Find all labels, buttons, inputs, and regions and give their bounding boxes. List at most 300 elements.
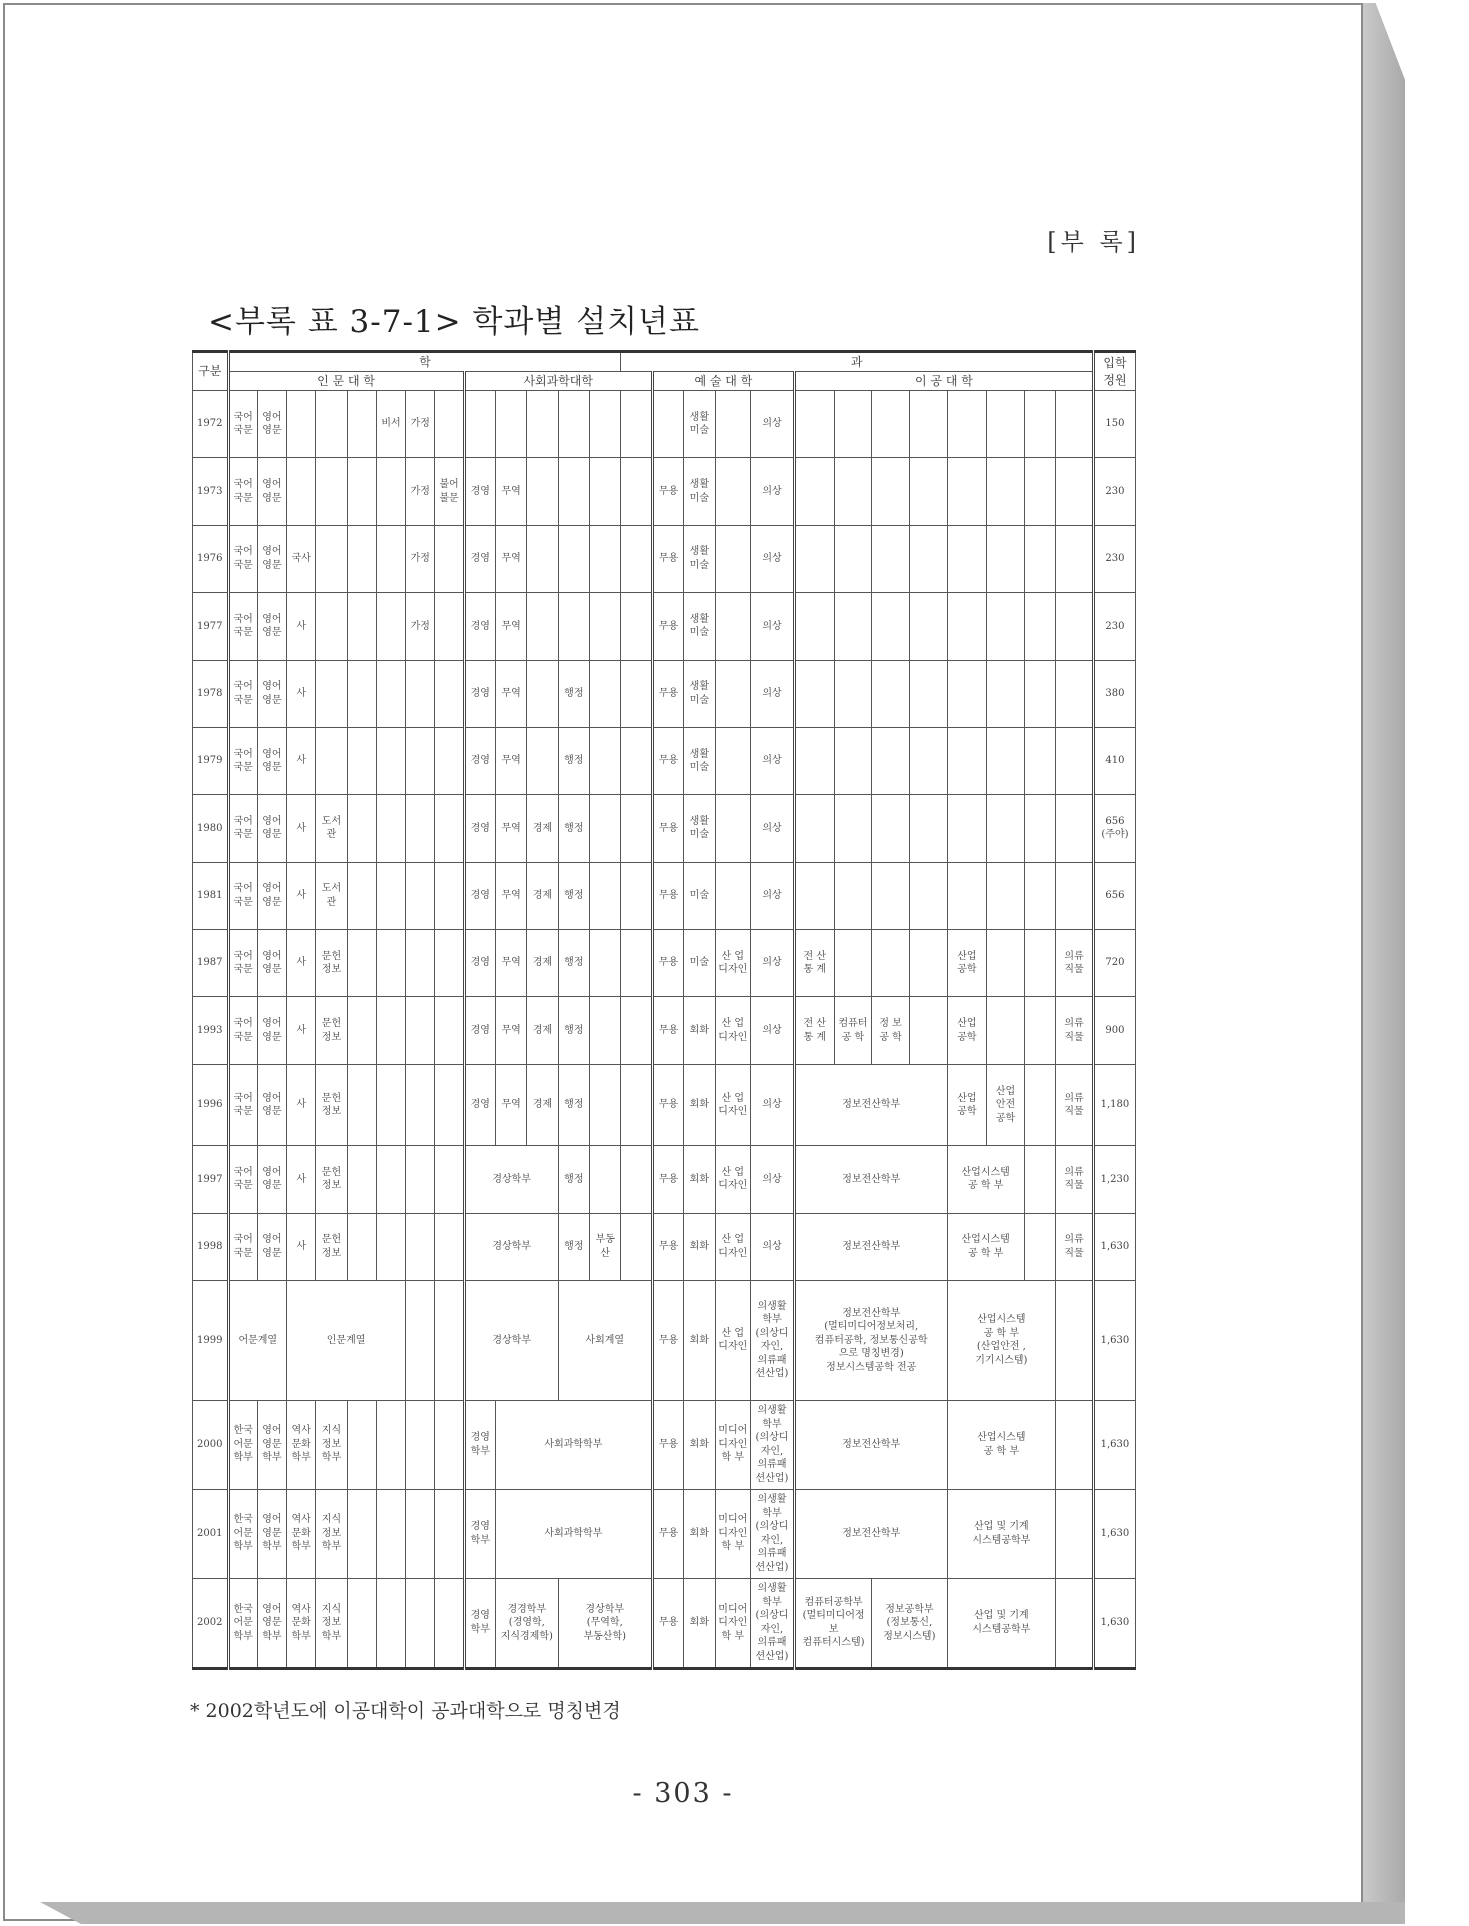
dept-cell xyxy=(347,1489,376,1578)
dept-cell xyxy=(590,795,621,862)
dept-cell: 무용 xyxy=(652,1489,683,1578)
dept-cell xyxy=(621,930,652,997)
dept-cell: 산업시스템 공 학 부 xyxy=(947,1146,1024,1213)
dept-cell xyxy=(794,525,834,592)
dept-cell: 무역 xyxy=(495,862,526,929)
dept-cell xyxy=(834,862,872,929)
dept-cell: 가정 xyxy=(406,525,435,592)
dept-cell xyxy=(794,862,834,929)
dept-cell: 회화 xyxy=(684,1213,715,1280)
dept-cell: 국사 xyxy=(287,525,316,592)
dept-cell: 산업 안전 공학 xyxy=(987,1064,1025,1146)
table-row xyxy=(193,1281,1136,1401)
dept-cell: 국어 국문 xyxy=(228,660,257,727)
dept-cell: 가정 xyxy=(406,458,435,525)
department-year-table-wrap xyxy=(192,350,1136,1670)
dept-cell: 회화 xyxy=(684,1489,715,1578)
dept-cell: 산업 공학 xyxy=(947,930,987,997)
dept-cell: 의상 xyxy=(751,795,795,862)
dept-cell xyxy=(435,660,464,727)
dept-cell: 미디어 디자인 학 부 xyxy=(715,1489,751,1578)
dept-cell: 행정 xyxy=(558,1213,589,1280)
dept-cell xyxy=(406,1213,435,1280)
col-header-quota: 입학 정원 xyxy=(1093,352,1135,391)
dept-cell: 산 업 디자인 xyxy=(715,1064,751,1146)
row-year: 1993 xyxy=(193,997,229,1064)
dept-cell xyxy=(1024,458,1055,525)
dept-cell: 문헌 정보 xyxy=(316,930,347,997)
dept-cell xyxy=(316,660,347,727)
row-quota: 230 xyxy=(1093,525,1135,592)
dept-cell xyxy=(794,727,834,794)
row-year: 1981 xyxy=(193,862,229,929)
dept-cell xyxy=(987,727,1025,794)
dept-cell: 행정 xyxy=(558,997,589,1064)
dept-cell xyxy=(376,930,405,997)
dept-cell xyxy=(947,795,987,862)
dept-cell: 무용 xyxy=(652,727,683,794)
dept-cell: 행정 xyxy=(558,795,589,862)
row-year: 1999 xyxy=(193,1281,229,1401)
dept-cell: 영어 영문 xyxy=(257,795,286,862)
college-social-science: 사회과학대학 xyxy=(464,372,652,391)
dept-cell: 가정 xyxy=(406,593,435,660)
dept-cell: 국어 국문 xyxy=(228,862,257,929)
dept-cell: 행정 xyxy=(558,862,589,929)
dept-cell xyxy=(347,1213,376,1280)
dept-cell xyxy=(527,593,558,660)
dept-cell xyxy=(1056,525,1094,592)
dept-cell: 경제 xyxy=(527,862,558,929)
dept-cell xyxy=(909,795,947,862)
dept-cell: 사 xyxy=(287,795,316,862)
college-science-engineering: 이 공 대 학 xyxy=(794,372,1093,391)
dept-cell: 정보전산학부 xyxy=(794,1400,947,1489)
dept-cell xyxy=(347,525,376,592)
dept-cell xyxy=(376,997,405,1064)
dept-cell: 인문계열 xyxy=(287,1281,406,1401)
dept-cell xyxy=(794,458,834,525)
dept-cell xyxy=(316,391,347,458)
dept-cell xyxy=(834,593,872,660)
table-row xyxy=(193,795,1136,862)
dept-cell: 사 xyxy=(287,862,316,929)
dept-cell: 사회과학학부 xyxy=(495,1400,652,1489)
row-quota: 230 xyxy=(1093,458,1135,525)
table-row xyxy=(193,727,1136,794)
dept-cell: 국어 국문 xyxy=(228,391,257,458)
dept-cell: 경경학부 (경영학, 지식경제학) xyxy=(495,1578,558,1668)
row-year: 1996 xyxy=(193,1064,229,1146)
dept-cell xyxy=(1024,660,1055,727)
dept-cell xyxy=(834,660,872,727)
dept-cell xyxy=(316,458,347,525)
dept-cell: 사회계열 xyxy=(558,1281,652,1401)
dept-cell: 의생활학부 (의상디자인, 의류패션산업) xyxy=(751,1578,795,1668)
dept-cell: 무용 xyxy=(652,1213,683,1280)
dept-cell: 역사 문화 학부 xyxy=(287,1578,316,1668)
dept-cell: 컴퓨터 공 학 xyxy=(834,997,872,1064)
dept-cell xyxy=(834,930,872,997)
dept-cell: 의상 xyxy=(751,391,795,458)
dept-cell: 영어 영문 학부 xyxy=(257,1578,286,1668)
dept-cell: 회화 xyxy=(684,1578,715,1668)
table-row xyxy=(193,1400,1136,1489)
dept-cell xyxy=(987,997,1025,1064)
dept-cell xyxy=(316,593,347,660)
dept-cell: 무용 xyxy=(652,525,683,592)
dept-cell xyxy=(376,1064,405,1146)
dept-cell xyxy=(1056,1281,1094,1401)
dept-cell: 무용 xyxy=(652,862,683,929)
dept-cell: 무역 xyxy=(495,593,526,660)
dept-cell xyxy=(558,391,589,458)
dept-cell xyxy=(347,391,376,458)
dept-cell xyxy=(1024,795,1055,862)
page-number: - 303 - xyxy=(632,1778,734,1809)
dept-cell: 국어 국문 xyxy=(228,795,257,862)
dept-cell: 영어 영문 학부 xyxy=(257,1400,286,1489)
dept-cell xyxy=(376,1146,405,1213)
row-year: 1972 xyxy=(193,391,229,458)
dept-cell: 무역 xyxy=(495,930,526,997)
dept-cell: 사 xyxy=(287,727,316,794)
dept-cell xyxy=(715,391,751,458)
dept-cell xyxy=(376,660,405,727)
dept-cell: 경영 xyxy=(464,525,495,592)
dept-cell: 경영 xyxy=(464,930,495,997)
dept-cell: 의상 xyxy=(751,593,795,660)
table-row xyxy=(193,391,1136,458)
dept-cell: 영어 영문 xyxy=(257,1064,286,1146)
dept-cell: 영어 영문 xyxy=(257,997,286,1064)
page-edge-shadow xyxy=(1363,3,1405,1921)
dept-cell xyxy=(435,1146,464,1213)
dept-cell: 산업시스템 공 학 부 xyxy=(947,1213,1024,1280)
row-quota: 1,230 xyxy=(1093,1146,1135,1213)
dept-cell: 컴퓨터공학부 (멀티미디어정보 컴퓨터시스템) xyxy=(794,1578,871,1668)
dept-cell: 영어 영문 xyxy=(257,660,286,727)
dept-cell: 경영 xyxy=(464,727,495,794)
dept-cell: 회화 xyxy=(684,997,715,1064)
dept-cell: 사 xyxy=(287,1146,316,1213)
dept-cell xyxy=(621,660,652,727)
dept-cell: 한국 어문 학부 xyxy=(228,1489,257,1578)
dept-cell xyxy=(909,458,947,525)
dept-cell: 경영 xyxy=(464,997,495,1064)
dept-cell xyxy=(1056,1489,1094,1578)
dept-cell: 경상학부 xyxy=(464,1281,558,1401)
dept-cell: 의류 직물 xyxy=(1056,997,1094,1064)
dept-cell: 의류 직물 xyxy=(1056,930,1094,997)
dept-cell xyxy=(406,930,435,997)
dept-cell: 정보공학부 (정보통신, 정보시스템) xyxy=(872,1578,947,1668)
row-quota: 720 xyxy=(1093,930,1135,997)
row-quota: 1,630 xyxy=(1093,1213,1135,1280)
dept-cell xyxy=(1056,862,1094,929)
dept-cell: 문헌 정보 xyxy=(316,1146,347,1213)
dept-cell: 산 업 디자인 xyxy=(715,1213,751,1280)
dept-cell xyxy=(347,930,376,997)
dept-cell xyxy=(794,660,834,727)
dept-cell xyxy=(872,930,910,997)
row-quota: 1,630 xyxy=(1093,1578,1135,1668)
dept-cell xyxy=(872,727,910,794)
dept-cell: 한국 어문 학부 xyxy=(228,1400,257,1489)
dept-cell: 국어 국문 xyxy=(228,1146,257,1213)
dept-cell xyxy=(715,727,751,794)
department-year-table xyxy=(192,350,1136,1670)
dept-cell xyxy=(1056,391,1094,458)
dept-cell xyxy=(715,525,751,592)
dept-cell: 경영 xyxy=(464,795,495,862)
dept-cell: 불어 불문 xyxy=(435,458,464,525)
dept-cell: 회화 xyxy=(684,1146,715,1213)
dept-cell: 무용 xyxy=(652,930,683,997)
dept-cell xyxy=(590,862,621,929)
dept-cell xyxy=(590,525,621,592)
dept-cell: 영어 영문 학부 xyxy=(257,1489,286,1578)
dept-cell xyxy=(376,1213,405,1280)
dept-cell: 행정 xyxy=(558,1146,589,1213)
dept-cell xyxy=(435,795,464,862)
dept-cell: 경상학부 xyxy=(464,1213,558,1280)
dept-cell: 의류 직물 xyxy=(1056,1064,1094,1146)
table-row xyxy=(193,593,1136,660)
dept-cell: 경영 xyxy=(464,593,495,660)
dept-cell: 산 업 디자인 xyxy=(715,1146,751,1213)
dept-cell: 전 산 통 계 xyxy=(794,930,834,997)
dept-cell xyxy=(909,727,947,794)
dept-cell xyxy=(435,1064,464,1146)
dept-cell: 문헌 정보 xyxy=(316,1213,347,1280)
dept-cell xyxy=(715,593,751,660)
dept-cell: 무역 xyxy=(495,1064,526,1146)
row-year: 1976 xyxy=(193,525,229,592)
dept-cell: 경제 xyxy=(527,930,558,997)
dept-cell: 의류 직물 xyxy=(1056,1213,1094,1280)
dept-cell xyxy=(1024,525,1055,592)
dept-cell xyxy=(435,391,464,458)
row-quota: 1,630 xyxy=(1093,1489,1135,1578)
dept-cell xyxy=(527,525,558,592)
dept-cell xyxy=(347,1400,376,1489)
dept-cell xyxy=(347,997,376,1064)
row-year: 2002 xyxy=(193,1578,229,1668)
col-header-gubun: 구분 xyxy=(193,352,229,391)
row-quota: 150 xyxy=(1093,391,1135,458)
row-year: 1997 xyxy=(193,1146,229,1213)
table-row xyxy=(193,1146,1136,1213)
dept-cell: 미술 xyxy=(684,930,715,997)
table-row xyxy=(193,458,1136,525)
dept-cell xyxy=(406,1281,435,1401)
row-quota: 656 xyxy=(1093,862,1135,929)
dept-cell xyxy=(1056,1578,1094,1668)
table-row xyxy=(193,1064,1136,1146)
appendix-tag: [부 록] xyxy=(1047,228,1140,256)
dept-cell xyxy=(715,660,751,727)
dept-cell xyxy=(435,930,464,997)
dept-cell xyxy=(464,391,495,458)
dept-cell: 행정 xyxy=(558,660,589,727)
dept-cell: 무용 xyxy=(652,1064,683,1146)
dept-cell xyxy=(347,727,376,794)
dept-cell xyxy=(406,660,435,727)
dept-cell: 의상 xyxy=(751,930,795,997)
dept-cell xyxy=(376,458,405,525)
dept-cell xyxy=(909,593,947,660)
table-row xyxy=(193,1213,1136,1280)
dept-cell xyxy=(621,458,652,525)
dept-cell: 의상 xyxy=(751,660,795,727)
row-year: 1978 xyxy=(193,660,229,727)
dept-cell: 산 업 디자인 xyxy=(715,997,751,1064)
dept-cell: 부동산 xyxy=(590,1213,621,1280)
dept-cell: 전 산 통 계 xyxy=(794,997,834,1064)
row-quota: 1,630 xyxy=(1093,1281,1135,1401)
dept-cell xyxy=(527,391,558,458)
dept-cell: 경영 xyxy=(464,458,495,525)
dept-cell xyxy=(987,862,1025,929)
dept-cell: 생활 미술 xyxy=(684,795,715,862)
table-title: <부록 표 3-7-1> 학과별 설치년표 xyxy=(208,304,700,340)
row-quota: 656 (주야) xyxy=(1093,795,1135,862)
dept-cell: 영어 영문 xyxy=(257,593,286,660)
dept-cell: 정보전산학부 xyxy=(794,1213,947,1280)
dept-cell xyxy=(558,458,589,525)
dept-cell xyxy=(1024,1146,1055,1213)
dept-cell xyxy=(495,391,526,458)
dept-cell xyxy=(987,930,1025,997)
dept-cell: 행정 xyxy=(558,1064,589,1146)
dept-cell xyxy=(590,593,621,660)
dept-cell xyxy=(287,458,316,525)
row-year: 1973 xyxy=(193,458,229,525)
dept-cell xyxy=(1024,727,1055,794)
dept-cell xyxy=(621,391,652,458)
dept-cell: 의생활학부 (의상디자인, 의류패션산업) xyxy=(751,1400,795,1489)
dept-cell xyxy=(558,525,589,592)
dept-cell: 경영 xyxy=(464,862,495,929)
dept-cell xyxy=(316,727,347,794)
dept-cell: 지식 정보 학부 xyxy=(316,1400,347,1489)
college-humanities: 인 문 대 학 xyxy=(228,372,464,391)
dept-cell: 사 xyxy=(287,593,316,660)
dept-cell: 의상 xyxy=(751,1064,795,1146)
dept-cell xyxy=(590,1146,621,1213)
dept-cell xyxy=(872,795,910,862)
dept-cell: 무용 xyxy=(652,1281,683,1401)
dept-cell xyxy=(794,795,834,862)
dept-cell xyxy=(406,1146,435,1213)
table-row xyxy=(193,525,1136,592)
dept-cell: 사 xyxy=(287,1064,316,1146)
dept-cell xyxy=(652,391,683,458)
dept-cell xyxy=(872,862,910,929)
dept-cell xyxy=(1056,593,1094,660)
dept-cell xyxy=(435,862,464,929)
dept-cell xyxy=(406,795,435,862)
table-body xyxy=(193,391,1136,1669)
dept-cell xyxy=(376,593,405,660)
dept-cell: 한국 어문 학부 xyxy=(228,1578,257,1668)
dept-cell: 국어 국문 xyxy=(228,458,257,525)
dept-cell xyxy=(794,593,834,660)
row-year: 1998 xyxy=(193,1213,229,1280)
dept-cell xyxy=(435,727,464,794)
dept-cell: 사 xyxy=(287,660,316,727)
dept-cell xyxy=(376,1489,405,1578)
dept-cell: 국어 국문 xyxy=(228,1213,257,1280)
dept-cell xyxy=(947,862,987,929)
dept-cell xyxy=(347,660,376,727)
dept-cell: 국어 국문 xyxy=(228,593,257,660)
col-header-gwa: 과 xyxy=(621,352,1093,372)
dept-cell xyxy=(947,593,987,660)
dept-cell xyxy=(909,930,947,997)
dept-cell xyxy=(621,727,652,794)
dept-cell: 사 xyxy=(287,1213,316,1280)
dept-cell xyxy=(621,997,652,1064)
dept-cell: 경영 학부 xyxy=(464,1489,495,1578)
dept-cell xyxy=(435,1489,464,1578)
row-year: 1980 xyxy=(193,795,229,862)
row-quota: 1,630 xyxy=(1093,1400,1135,1489)
dept-cell: 정보전산학부 (멀티미디어정보처리, 컴퓨터공학, 정보통신공학 으로 명칭변경) 정보시스템공학 전공 xyxy=(794,1281,947,1401)
dept-cell: 무용 xyxy=(652,997,683,1064)
dept-cell xyxy=(621,795,652,862)
dept-cell: 무역 xyxy=(495,997,526,1064)
dept-cell xyxy=(794,391,834,458)
dept-cell: 경영 xyxy=(464,1064,495,1146)
row-year: 1977 xyxy=(193,593,229,660)
dept-cell: 국어 국문 xyxy=(228,727,257,794)
dept-cell: 정 보 공 학 xyxy=(872,997,910,1064)
dept-cell: 경제 xyxy=(527,997,558,1064)
table-row xyxy=(193,1578,1136,1668)
dept-cell xyxy=(872,593,910,660)
dept-cell: 생활 미술 xyxy=(684,660,715,727)
dept-cell: 사회과학학부 xyxy=(495,1489,652,1578)
dept-cell xyxy=(621,1213,652,1280)
dept-cell xyxy=(834,525,872,592)
dept-cell xyxy=(715,458,751,525)
dept-cell xyxy=(406,997,435,1064)
dept-cell: 무용 xyxy=(652,458,683,525)
dept-cell: 영어 영문 xyxy=(257,727,286,794)
dept-cell xyxy=(947,525,987,592)
dept-cell xyxy=(909,391,947,458)
dept-cell: 의상 xyxy=(751,862,795,929)
dept-cell: 산업시스템 공 학 부 (산업안전 , 기기시스템) xyxy=(947,1281,1056,1401)
dept-cell xyxy=(834,795,872,862)
row-quota: 1,180 xyxy=(1093,1064,1135,1146)
dept-cell xyxy=(435,1213,464,1280)
dept-cell xyxy=(435,525,464,592)
dept-cell: 산 업 디자인 xyxy=(715,1281,751,1401)
dept-cell xyxy=(909,525,947,592)
dept-cell xyxy=(987,525,1025,592)
dept-cell: 경상학부 (무역학, 부동산학) xyxy=(558,1578,652,1668)
dept-cell: 행정 xyxy=(558,930,589,997)
dept-cell xyxy=(872,660,910,727)
dept-cell xyxy=(527,458,558,525)
dept-cell xyxy=(621,1064,652,1146)
dept-cell: 산업 공학 xyxy=(947,1064,987,1146)
row-year: 2000 xyxy=(193,1400,229,1489)
dept-cell xyxy=(1056,458,1094,525)
